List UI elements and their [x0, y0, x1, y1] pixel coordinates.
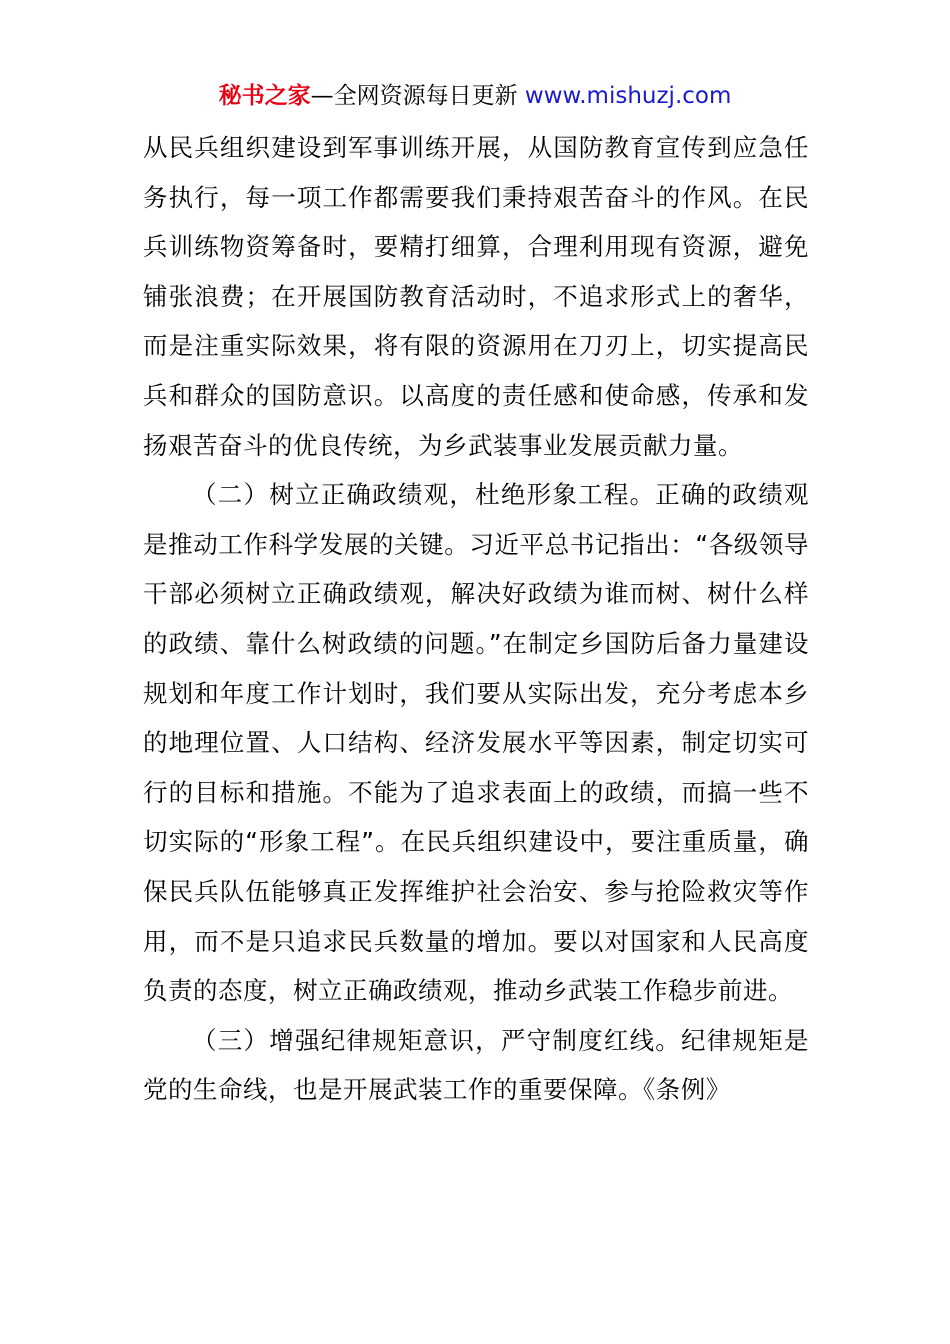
paragraph-3: （三）增强纪律规矩意识，严守制度红线。纪律规矩是党的生命线，也是开展武装工作的重要保障。《条例》 — [143, 1025, 809, 1105]
site-header — [0, 80, 950, 112]
paragraph-2: （二）树立正确政绩观，杜绝形象工程。正确的政绩观是推动工作科学发展的关键。习近平总书记指出：“各级领导干部必须树立正确政绩观，解决好政绩为谁而树、树什么样的政绩、靠什么树政绩的问题。”在制定乡国防后备力量建设规划和年度工作计划时，我们要从实际出发，充分考虑本乡的地理位置、人口结构、经济发展水平等因素，制定切实可行的目标和措施。不能为了追求表面上的政绩，而搞一些不切实际的“形象工程”。在民兵组织建设中，要注重质量，确保民兵队伍能够真正发挥维护社会治安、参与抢险救灾等作用，而不是只追求民兵数量的增加。要以对国家和人民高度负责的态度，树立正确政绩观，推动乡武装工作稳步前进。 — [143, 480, 809, 1006]
paragraph-1: 从民兵组织建设到军事训练开展，从国防教育宣传到应急任务执行，每一项工作都需要我们秉持艰苦奋斗的作风。在民兵训练物资筹备时，要精打细算，合理利用现有资源，避免铺张浪费；在开展国防教育活动时，不追求形式上的奢华，而是注重实际效果，将有限的资源用在刀刃上，切实提高民兵和群众的国防意识。以高度的责任感和使命感，传承和发扬艰苦奋斗的优良传统，为乡武装事业发展贡献力量。 — [143, 133, 809, 460]
site-url: www.mishuzj.com — [524, 83, 732, 109]
site-tagline: —全网资源每日更新 — [310, 83, 525, 109]
site-brand: 秘书之家 — [218, 83, 311, 109]
document-body — [143, 123, 809, 1115]
